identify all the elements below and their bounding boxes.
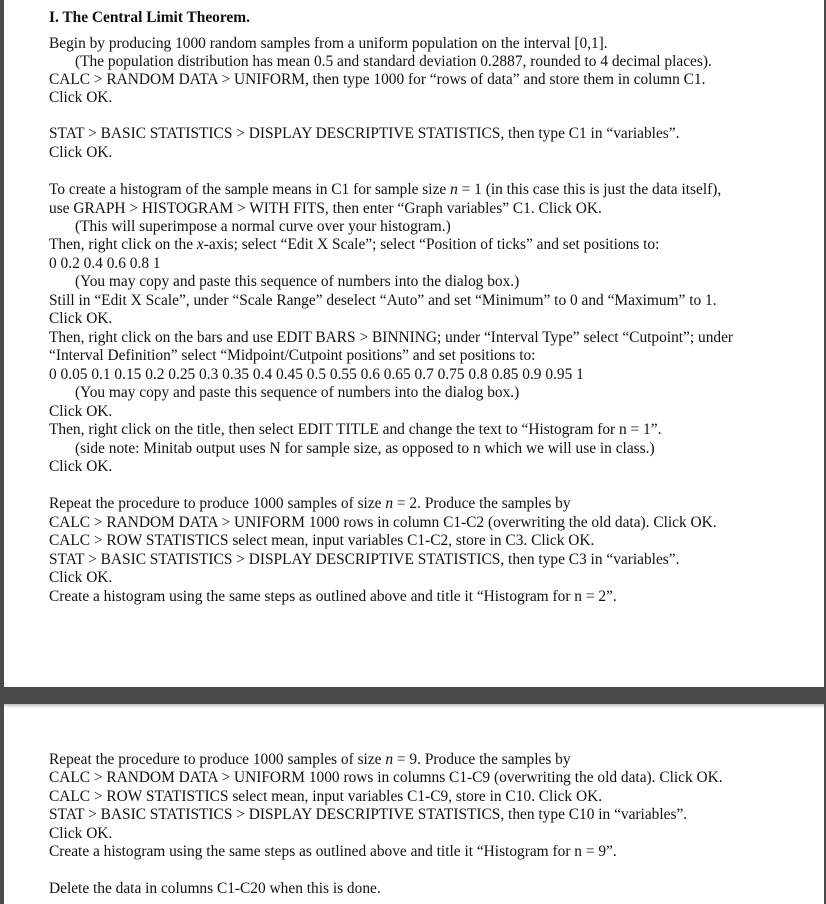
text-line: Repeat the procedure to produce 1000 samples of size n = 9. Produce the samples by [49,751,571,768]
text-line: Click OK. [49,825,113,842]
text-line: Still in “Edit X Scale”, under “Scale Range” deselect “Auto” and set “Minimum” to 0 and “Maximum” to 1. [49,292,717,309]
text-line: CALC > ROW STATISTICS select mean, input variables C1-C9, store in C10. Click OK. [49,788,603,805]
text-line: STAT > BASIC STATISTICS > DISPLAY DESCRIPTIVE STATISTICS, then type C1 in “variables”. [49,125,680,142]
text-line: Then, right click on the x-axis; select “Edit X Scale”; select “Position of ticks” and set positions to: [49,236,660,253]
text-line: Click OK. [49,310,113,327]
text-line: (The population distribution has mean 0.5 and standard deviation 0.2887, rounded to 4 decimal places). [75,53,712,70]
text-line: 0 0.05 0.1 0.15 0.2 0.25 0.3 0.35 0.4 0.45 0.5 0.55 0.6 0.65 0.7 0.75 0.8 0.85 0.9 0.95 1 [49,366,584,383]
document-page-2 [4,704,824,904]
text-line: (You may copy and paste this sequence of numbers into the dialog box.) [75,273,520,290]
text-line: Begin by producing 1000 random samples from a uniform population on the interval [0,1]. [49,35,608,52]
text-line: CALC > ROW STATISTICS select mean, input variables C1-C2, store in C3. Click OK. [49,532,595,549]
text-line: STAT > BASIC STATISTICS > DISPLAY DESCRIPTIVE STATISTICS, then type C3 in “variables”. [49,551,680,568]
text-line: STAT > BASIC STATISTICS > DISPLAY DESCRIPTIVE STATISTICS, then type C10 in “variables”. [49,806,688,823]
text-line: (This will superimpose a normal curve over your histogram.) [75,218,451,235]
text-line: Create a histogram using the same steps as outlined above and title it “Histogram for n = 2”. [49,588,617,605]
text-line: Create a histogram using the same steps as outlined above and title it “Histogram for n = 9”. [49,843,617,860]
text-line: CALC > RANDOM DATA > UNIFORM, then type 1000 for “rows of data” and store them in column C1. [49,71,706,88]
text-line: Delete the data in columns C1-C20 when this is done. [49,880,381,897]
text-line: CALC > RANDOM DATA > UNIFORM 1000 rows in column C1-C2 (overwriting the old data). Click OK. [49,514,717,531]
text-line: (side note: Minitab output uses N for sample size, as opposed to n which we will use in class.) [75,440,655,457]
text-line: “Interval Definition” select “Midpoint/Cutpoint positions” and set positions to: [49,347,536,364]
text-line: Click OK. [49,458,113,475]
text-line: Then, right click on the title, then select EDIT TITLE and change the text to “Histogram for n = 1”. [49,421,662,438]
text-line: use GRAPH > HISTOGRAM > WITH FITS, then enter “Graph variables” C1. Click OK. [49,200,602,217]
text-line: Click OK. [49,89,113,106]
text-line: CALC > RANDOM DATA > UNIFORM 1000 rows in columns C1-C9 (overwriting the old data). Click OK. [49,769,723,786]
page-edge-shadow [4,704,824,708]
text-line: Click OK. [49,569,113,586]
text-line: 0 0.2 0.4 0.6 0.8 1 [49,255,161,272]
document-page-1 [4,0,824,687]
text-line: Repeat the procedure to produce 1000 samples of size n = 2. Produce the samples by [49,495,571,512]
text-line: Click OK. [49,403,113,420]
text-line: (You may copy and paste this sequence of numbers into the dialog box.) [75,384,520,401]
section-heading: I. The Central Limit Theorem. [49,9,250,26]
text-line: Click OK. [49,144,113,161]
text-line: Then, right click on the bars and use EDIT BARS > BINNING; under “Interval Type” select “Cutpoint”; under [49,329,734,346]
text-line: To create a histogram of the sample means in C1 for sample size n = 1 (in this case this is just the data itself), [49,181,722,198]
